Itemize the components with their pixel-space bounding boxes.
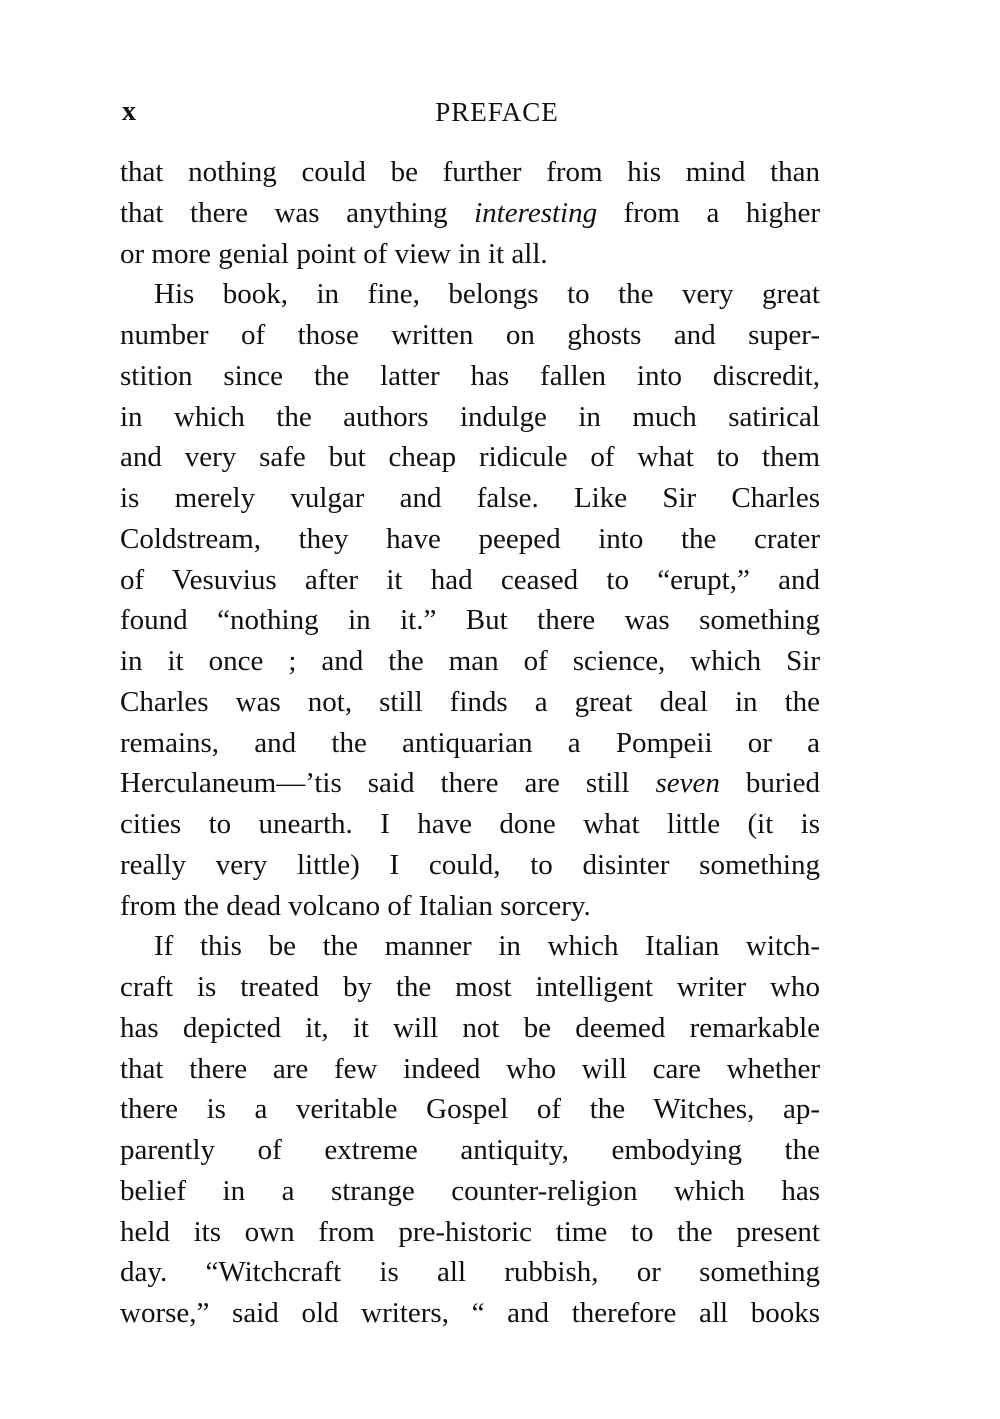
text-line: day. “Witchcraft is all rubbish, or something	[120, 1256, 820, 1289]
running-head: PREFACE	[435, 97, 559, 127]
text-line: and very safe but cheap ridicule of what to them	[120, 441, 820, 474]
text-fragment: Herculaneum—’tis said there are still	[120, 767, 656, 800]
text-line	[120, 193, 820, 234]
text-line: has depicted it, it will not be deemed remarkable	[120, 1011, 820, 1044]
text-line	[120, 763, 820, 804]
text-line: craft is treated by the most intelligent writer who	[120, 971, 820, 1003]
text-line: from the dead volcano of Italian sorcery.	[120, 889, 591, 922]
text-line: really very little) I could, to disinter something	[120, 848, 820, 881]
text-line: remains, and the antiquarian a Pompeii or a	[120, 726, 820, 759]
body-text	[120, 152, 820, 1334]
page-header	[122, 90, 822, 134]
text-line: or more genial point of view in it all.	[120, 237, 548, 270]
text-line: cities to unearth. I have done what little (it is	[120, 808, 820, 840]
text-line: Charles was not, still finds a great deal in the	[120, 685, 820, 718]
text-fragment: that there was anything	[120, 196, 475, 229]
page-number: x	[122, 96, 136, 127]
text-line: that there are few indeed who will care whether	[120, 1052, 820, 1085]
paragraph-first-line: His book, in fine, belongs to the very great	[154, 278, 820, 311]
text-fragment: from a higher	[597, 196, 820, 229]
text-line: in which the authors indulge in much satirical	[120, 400, 820, 433]
text-line: held its own from pre-historic time to the present	[120, 1215, 820, 1248]
text-line: of Vesuvius after it had ceased to “erupt,” and	[120, 563, 820, 596]
text-line: Coldstream, they have peeped into the crater	[120, 522, 820, 555]
text-line: worse,” said old writers, “ and therefore all books	[120, 1297, 820, 1329]
text-line: that nothing could be further from his mind than	[120, 156, 820, 188]
text-fragment: buried	[719, 767, 820, 800]
italic-word: seven	[655, 767, 720, 800]
italic-word: interesting	[474, 196, 598, 229]
text-line: parently of extreme antiquity, embodying the	[120, 1134, 820, 1166]
text-line: in it once ; and the man of science, which Sir	[120, 645, 820, 677]
text-line: belief in a strange counter-religion which has	[120, 1174, 820, 1207]
text-line: stition since the latter has fallen into discredit,	[120, 359, 820, 392]
text-line: found “nothing in it.” But there was something	[120, 604, 820, 637]
text-line: number of those written on ghosts and super-	[120, 319, 820, 351]
paragraph-first-line: If this be the manner in which Italian witch-	[154, 930, 820, 963]
text-line: there is a veritable Gospel of the Witches, ap-	[120, 1093, 820, 1126]
text-line: is merely vulgar and false. Like Sir Charles	[120, 482, 820, 514]
